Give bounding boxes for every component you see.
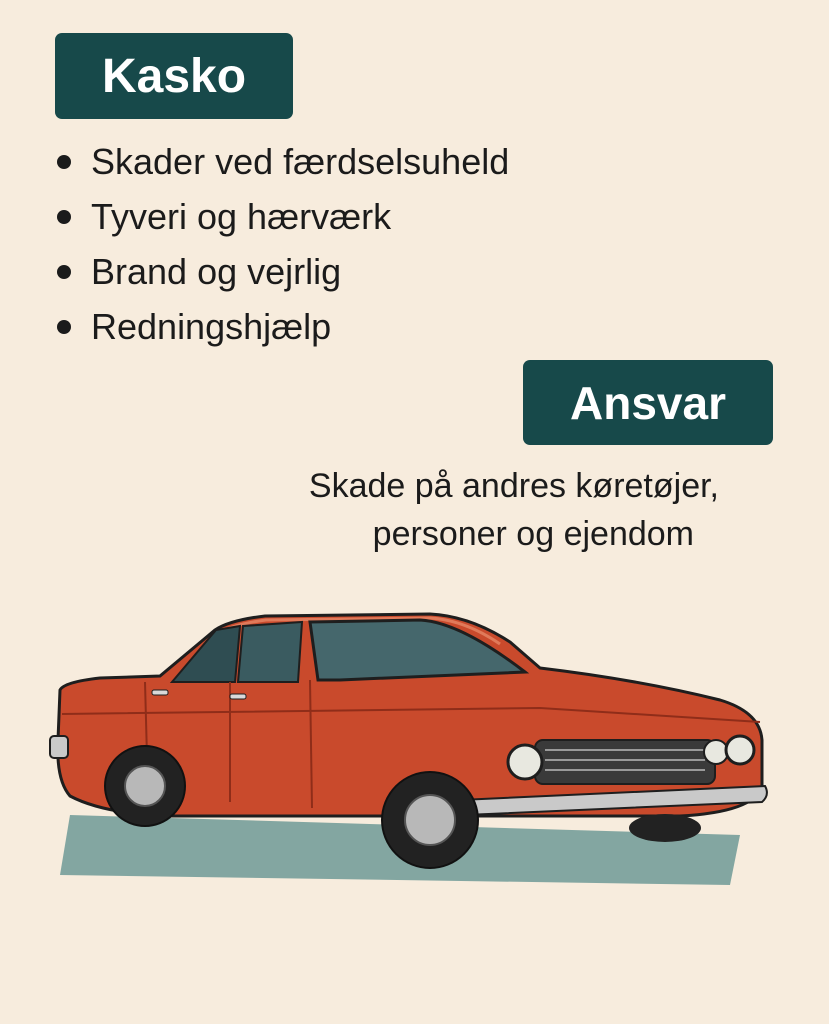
list-item <box>55 189 509 244</box>
list-item-label: Redningshjælp <box>91 305 332 347</box>
bullet-icon <box>57 320 71 334</box>
bullet-icon <box>57 155 71 169</box>
list-item <box>55 244 509 299</box>
kasko-title: Kasko <box>101 49 247 103</box>
bullet-icon <box>57 210 71 224</box>
list-item-label: Skader ved færdselsuheld <box>91 140 510 182</box>
ansvar-description-line-1: Skade på andres køretøjer, <box>308 467 719 505</box>
list-item <box>55 299 509 354</box>
bullet-icon <box>57 265 71 279</box>
ansvar-description-line-2: personer og ejendom <box>372 515 694 553</box>
list-item <box>55 134 509 189</box>
list-item-label: Tyveri og hærværk <box>91 195 392 237</box>
list-item-label: Brand og vejrlig <box>91 250 342 292</box>
ansvar-title: Ansvar <box>570 376 726 429</box>
ansvar-description <box>309 462 719 558</box>
red-car-illustration <box>40 590 780 900</box>
kasko-coverage-list <box>55 134 509 354</box>
ansvar-badge <box>523 360 773 445</box>
kasko-badge <box>55 33 293 119</box>
